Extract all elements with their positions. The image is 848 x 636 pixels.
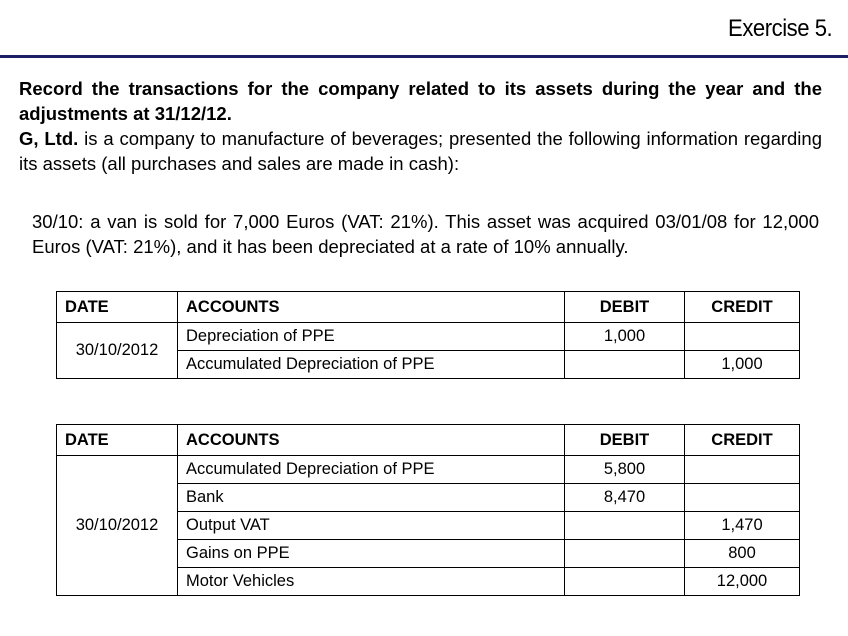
header-accounts: ACCOUNTS — [178, 425, 565, 456]
company-name: G, Ltd. — [19, 128, 79, 149]
entry-date: 30/10/2012 — [57, 323, 178, 379]
debit-cell — [565, 540, 685, 568]
header-accounts: ACCOUNTS — [178, 292, 565, 323]
journal-entry-table-depreciation — [56, 291, 800, 379]
account-cell: Output VAT — [178, 512, 565, 540]
header-date: DATE — [57, 292, 178, 323]
header-credit: CREDIT — [685, 425, 800, 456]
account-cell: Bank — [178, 484, 565, 512]
table-header-row — [57, 425, 800, 456]
account-cell: Motor Vehicles — [178, 568, 565, 596]
debit-cell: 5,800 — [565, 456, 685, 484]
transaction-description: 30/10: a van is sold for 7,000 Euros (VAT: 21%). This asset was acquired 03/01/08 for 12,000 Euros (VAT: 21%), and it has been depreciated at a rate of 10% annually. — [32, 211, 819, 257]
credit-cell — [685, 456, 800, 484]
exercise-title: Exercise 5. — [727, 15, 832, 42]
header-debit: DEBIT — [565, 292, 685, 323]
credit-cell: 800 — [685, 540, 800, 568]
title-divider — [0, 55, 848, 58]
account-cell: Accumulated Depreciation of PPE — [178, 351, 565, 379]
account-cell: Gains on PPE — [178, 540, 565, 568]
company-description: is a company to manufacture of beverages; presented the following information regarding its assets (all purchases and sales are made in cash): — [19, 128, 822, 174]
credit-cell — [685, 484, 800, 512]
debit-cell: 8,470 — [565, 484, 685, 512]
company-paragraph — [19, 126, 822, 176]
instruction-text: Record the transactions for the company related to its assets during the year and the adjustments at 31/12/12. — [19, 78, 822, 124]
table-row — [57, 456, 800, 484]
header-debit: DEBIT — [565, 425, 685, 456]
account-cell: Depreciation of PPE — [178, 323, 565, 351]
account-cell: Accumulated Depreciation of PPE — [178, 456, 565, 484]
intro-section — [19, 76, 822, 176]
header-date: DATE — [57, 425, 178, 456]
credit-cell: 1,000 — [685, 351, 800, 379]
header-credit: CREDIT — [685, 292, 800, 323]
credit-cell: 12,000 — [685, 568, 800, 596]
table-header-row — [57, 292, 800, 323]
credit-cell — [685, 323, 800, 351]
debit-cell: 1,000 — [565, 323, 685, 351]
debit-cell — [565, 512, 685, 540]
credit-cell: 1,470 — [685, 512, 800, 540]
entry-date: 30/10/2012 — [57, 456, 178, 596]
debit-cell — [565, 351, 685, 379]
journal-entry-table-sale — [56, 424, 800, 596]
table-row — [57, 323, 800, 351]
debit-cell — [565, 568, 685, 596]
